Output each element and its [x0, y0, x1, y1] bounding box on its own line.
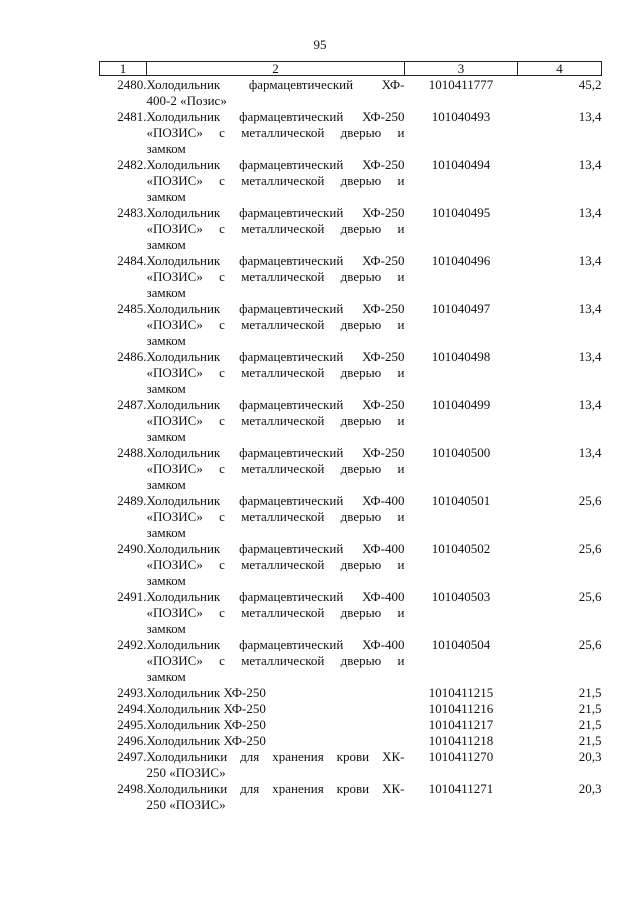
item-name — [147, 76, 405, 110]
item-name-line: 250 «ПОЗИС» — [146, 797, 226, 812]
row-number: 2489. — [117, 493, 147, 508]
inventory-code: 101040501 — [431, 493, 491, 508]
item-name — [147, 637, 405, 685]
row-number: 2492. — [117, 637, 147, 652]
table-row — [100, 701, 602, 717]
item-name — [147, 253, 405, 301]
inventory-code: 101040499 — [431, 397, 491, 412]
item-name-line: «ПОЗИС» с металлической дверью и — [146, 317, 405, 332]
table-row — [100, 493, 602, 541]
item-name-line: «ПОЗИС» с металлической дверью и — [146, 605, 405, 620]
row-number: 2493. — [117, 685, 147, 700]
table-row — [100, 541, 602, 589]
inventory-code: 101040503 — [431, 589, 491, 604]
item-value: 13,4 — [578, 301, 602, 316]
table-row — [100, 109, 602, 157]
row-number: 2483. — [117, 205, 147, 220]
column-header-2: 2 — [147, 62, 405, 76]
item-name-line: замком — [146, 573, 186, 588]
table-row — [100, 589, 602, 637]
item-name-line: Холодильник фармацевтический ХФ-250 — [146, 253, 405, 268]
item-name-line: Холодильник фармацевтический ХФ-250 — [146, 397, 405, 412]
row-number: 2482. — [117, 157, 147, 172]
item-name — [147, 749, 405, 781]
item-name — [147, 157, 405, 205]
item-name — [147, 205, 405, 253]
item-name — [147, 493, 405, 541]
item-name-line: «ПОЗИС» с металлической дверью и — [146, 413, 405, 428]
item-name — [147, 109, 405, 157]
inventory-code: 101040500 — [431, 445, 491, 460]
item-name-line: Холодильник фармацевтический ХФ-400 — [146, 493, 405, 508]
item-name-line: Холодильник фармацевтический ХФ-250 — [146, 157, 405, 172]
item-name-line: замком — [146, 285, 186, 300]
item-value: 13,4 — [578, 349, 602, 364]
inventory-code: 101040493 — [431, 109, 491, 124]
table-row — [100, 749, 602, 781]
item-name-line: замком — [146, 525, 186, 540]
table-row — [100, 445, 602, 493]
item-name-line: Холодильник фармацевтический ХФ-400 — [146, 589, 405, 604]
row-number: 2480. — [117, 77, 147, 92]
row-number: 2497. — [117, 749, 147, 764]
item-value: 21,5 — [578, 733, 602, 748]
item-name — [147, 445, 405, 493]
item-name-line: Холодильник фармацевтический ХФ-400 — [146, 637, 405, 652]
item-value: 45,2 — [578, 77, 602, 92]
table-body — [100, 76, 602, 814]
item-value: 25,6 — [578, 493, 602, 508]
table-row — [100, 397, 602, 445]
item-name-line: «ПОЗИС» с металлической дверью и — [146, 125, 405, 140]
item-name-line: 400-2 «Позис» — [146, 93, 227, 108]
inventory-code: 101040495 — [431, 205, 491, 220]
item-name-line: Холодильник ХФ-250 — [146, 685, 266, 700]
item-name-line: замком — [146, 669, 186, 684]
inventory-code: 101040497 — [431, 301, 491, 316]
row-number: 2495. — [117, 717, 147, 732]
item-name-line: Холодильник фармацевтический ХФ-250 — [146, 349, 405, 364]
item-name-line: «ПОЗИС» с металлической дверью и — [146, 509, 405, 524]
item-name-line: Холодильник фармацевтический ХФ- — [146, 77, 405, 92]
item-name-line: Холодильник фармацевтический ХФ-250 — [146, 445, 405, 460]
inventory-code: 101040498 — [431, 349, 491, 364]
item-name — [147, 397, 405, 445]
inventory-code: 101040502 — [431, 541, 491, 556]
item-name-line: замком — [146, 141, 186, 156]
table-row — [100, 157, 602, 205]
item-value: 13,4 — [578, 397, 602, 412]
item-name-line: замком — [146, 477, 186, 492]
inventory-code: 1010411216 — [428, 701, 494, 716]
inventory-code: 101040494 — [431, 157, 491, 172]
table-row — [100, 301, 602, 349]
item-name-line: Холодильники для хранения крови ХК- — [146, 781, 405, 796]
inventory-code: 1010411271 — [428, 781, 494, 796]
item-name — [147, 685, 405, 701]
item-name — [147, 781, 405, 813]
item-name-line: 250 «ПОЗИС» — [146, 765, 226, 780]
table-row — [100, 76, 602, 110]
item-name-line: Холодильник ХФ-250 — [146, 717, 266, 732]
item-name-line: Холодильник ХФ-250 — [146, 733, 266, 748]
item-name-line: замком — [146, 381, 186, 396]
row-number: 2496. — [117, 733, 147, 748]
item-value: 13,4 — [578, 157, 602, 172]
item-name-line: «ПОЗИС» с металлической дверью и — [146, 365, 405, 380]
item-name-line: замком — [146, 621, 186, 636]
item-value: 21,5 — [578, 701, 602, 716]
item-name — [147, 589, 405, 637]
item-name — [147, 301, 405, 349]
item-value: 21,5 — [578, 717, 602, 732]
row-number: 2485. — [117, 301, 147, 316]
page-number: 95 — [313, 37, 327, 52]
item-name-line: замком — [146, 237, 186, 252]
item-name-line: замком — [146, 429, 186, 444]
row-number: 2490. — [117, 541, 147, 556]
inventory-code: 101040504 — [431, 637, 491, 652]
inventory-code: 1010411215 — [428, 685, 494, 700]
inventory-code: 1010411217 — [428, 717, 494, 732]
inventory-code: 1010411777 — [428, 77, 494, 92]
table-row — [100, 781, 602, 813]
table-row — [100, 685, 602, 701]
inventory-code: 1010411218 — [428, 733, 494, 748]
item-name-line: замком — [146, 189, 186, 204]
row-number: 2486. — [117, 349, 147, 364]
item-name-line: замком — [146, 333, 186, 348]
item-value: 21,5 — [578, 685, 602, 700]
item-name — [147, 349, 405, 397]
row-number: 2498. — [117, 781, 147, 796]
table-row — [100, 733, 602, 749]
inventory-code: 1010411270 — [428, 749, 494, 764]
row-number: 2491. — [117, 589, 147, 604]
inventory-code: 101040496 — [431, 253, 491, 268]
item-name-line: Холодильник фармацевтический ХФ-400 — [146, 541, 405, 556]
row-number: 2481. — [117, 109, 147, 124]
item-name-line: «ПОЗИС» с металлической дверью и — [146, 269, 405, 284]
item-value: 13,4 — [578, 205, 602, 220]
item-name — [147, 541, 405, 589]
item-name-line: Холодильник ХФ-250 — [146, 701, 266, 716]
item-name-line: «ПОЗИС» с металлической дверью и — [146, 653, 405, 668]
table-row — [100, 205, 602, 253]
item-name-line: Холодильники для хранения крови ХК- — [146, 749, 405, 764]
item-value: 25,6 — [578, 589, 602, 604]
table-row — [100, 717, 602, 733]
item-value: 13,4 — [578, 253, 602, 268]
table-row — [100, 253, 602, 301]
item-name-line: Холодильник фармацевтический ХФ-250 — [146, 205, 405, 220]
inventory-table — [99, 61, 602, 813]
item-value: 25,6 — [578, 637, 602, 652]
item-value: 13,4 — [578, 109, 602, 124]
item-name-line: «ПОЗИС» с металлической дверью и — [146, 461, 405, 476]
table-row — [100, 349, 602, 397]
item-name — [147, 733, 405, 749]
column-header-1: 1 — [100, 62, 147, 76]
item-name — [147, 717, 405, 733]
item-value: 20,3 — [578, 781, 602, 796]
table-header-row — [100, 62, 602, 76]
table-row — [100, 637, 602, 685]
item-value: 20,3 — [578, 749, 602, 764]
column-header-4: 4 — [518, 62, 602, 76]
row-number: 2487. — [117, 397, 147, 412]
item-value: 25,6 — [578, 541, 602, 556]
column-header-3: 3 — [405, 62, 518, 76]
item-name-line: Холодильник фармацевтический ХФ-250 — [146, 301, 405, 316]
item-name-line: «ПОЗИС» с металлической дверью и — [146, 557, 405, 572]
item-name-line: «ПОЗИС» с металлической дверью и — [146, 173, 405, 188]
row-number: 2488. — [117, 445, 147, 460]
item-value: 13,4 — [578, 445, 602, 460]
item-name-line: Холодильник фармацевтический ХФ-250 — [146, 109, 405, 124]
row-number: 2484. — [117, 253, 147, 268]
item-name-line: «ПОЗИС» с металлической дверью и — [146, 221, 405, 236]
row-number: 2494. — [117, 701, 147, 716]
item-name — [147, 701, 405, 717]
